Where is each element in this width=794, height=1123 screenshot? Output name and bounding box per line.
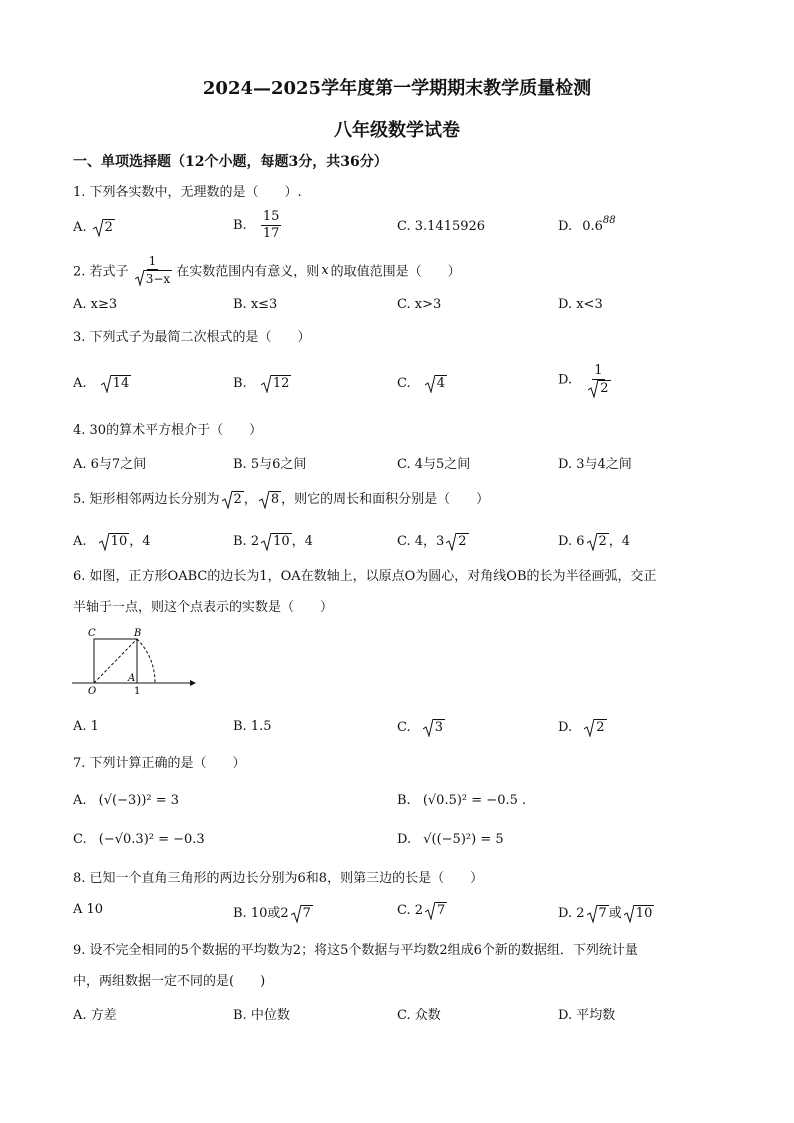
q4-option-c: C. 4与5之间 [397,457,471,472]
question-6-stem-line1: 6. 如图，正方形OABC的边长为1，OA在数轴上，以原点O为圆心，对角线OB的长为半径画弧，交正 [73,569,657,584]
q2-option-c: C. x>3 [397,297,442,312]
q1-option-a: A. 2 [73,220,113,235]
q9-option-d: D. 平均数 [558,1008,616,1023]
question-6-stem-line2: 半轴于一点，则这个点表示的实数是（ ） [73,600,334,615]
question-8-stem: 8. 已知一个直角三角形的两边长分别为6和8，则第三边的长是（ ） [73,871,484,886]
question-1-stem: 1. 下列各实数中，无理数的是（ ）. [73,185,302,200]
q8-option-b: B. 10或2 7 [233,906,311,921]
label-a: A [128,673,136,684]
q4-option-a: A. 6与7之间 [73,457,147,472]
question-9-stem-line2: 中，两组数据一定不同的是( ) [73,974,266,989]
arc [137,639,155,683]
question-4-stem: 4. 30的算术平方根介于（ ） [73,423,263,438]
q7-option-b: B. (√0.5)² = −0.5 . [397,793,527,808]
q1-option-d: D. $0.6^{88}$ [558,215,616,234]
q9-option-a: A. 方差 [73,1008,117,1023]
q5-option-b: B. 2 10 ，4 [233,534,313,549]
q8-option-d: D. 2 7 或 10 [558,906,653,921]
q8-option-c: C. 2 7 [397,903,446,918]
q9-option-c: C. 众数 [397,1008,441,1023]
q4-option-b: B. 5与6之间 [233,457,307,472]
axis-arrow-icon [190,680,196,686]
label-o: O [88,686,97,697]
q3-option-b: B. 12 [233,376,290,391]
q7-option-d: D. √((−5)²) = 5 [397,832,504,847]
q1-option-b: B. $\frac{15}{17}$ [233,209,280,241]
q2-option-b: B. x≤3 [233,297,278,312]
q3-option-c: C. 4 [397,376,446,391]
q6-option-b: B. 1.5 [233,719,272,734]
q4-option-d: D. 3与4之间 [558,457,632,472]
q6-option-d: D. 2 [558,720,605,735]
q5-option-c: C. 4，3 2 [397,534,467,549]
label-b: B [134,628,142,639]
question-3-stem: 3. 下列式子为最简二次根式的是（ ） [73,330,311,345]
q6-option-c: C. 3 [397,720,444,735]
square-number-line-figure [68,626,198,698]
question-9-stem-line1: 9. 设不完全相同的5个数据的平均数为2；将这5个数据与平均数2组成6个新的数据组．下列统计量 [73,943,638,958]
q8-option-a: A 10 [73,902,104,917]
label-one: 1 [134,686,141,697]
q2-option-a: A. x≥3 [73,297,118,312]
q5-option-d: D. 6 2 ，4 [558,534,631,549]
q6-option-a: A. 1 [73,719,99,734]
section-heading: 一、单项选择题（12个小题，每题3分，共36分） [73,154,388,170]
exam-title: 2024—2025学年度第一学期期末教学质量检测 [202,78,592,99]
question-2-stem: 2. 若式子 $\frac{1}{3-x}$ 在实数范围内有意义，则 x 的取值范围是（ ） [73,254,461,286]
exam-subtitle: 八年级数学试卷 [334,120,460,141]
question-5-stem: 5. 矩形相邻两边长分别为 2 ， 8 ，则它的周长和面积分别是（ ） [73,492,490,507]
q3-option-d: D. $\frac{1}{2}$ [558,363,609,396]
q1-option-c: C. 3.1415926 [397,219,486,234]
q9-option-b: B. 中位数 [233,1008,290,1023]
q7-option-c: C. (−√0.3)² = −0.3 [73,832,205,847]
q7-option-a: A. (√(−3))² = 3 [73,793,180,808]
q2-option-d: D. x<3 [558,297,603,312]
label-c: C [88,628,96,639]
question-7-stem: 7. 下列计算正确的是（ ） [73,756,246,771]
q3-option-a: A. 14 [73,376,130,391]
q5-option-a: A. 10 ，4 [73,534,151,549]
